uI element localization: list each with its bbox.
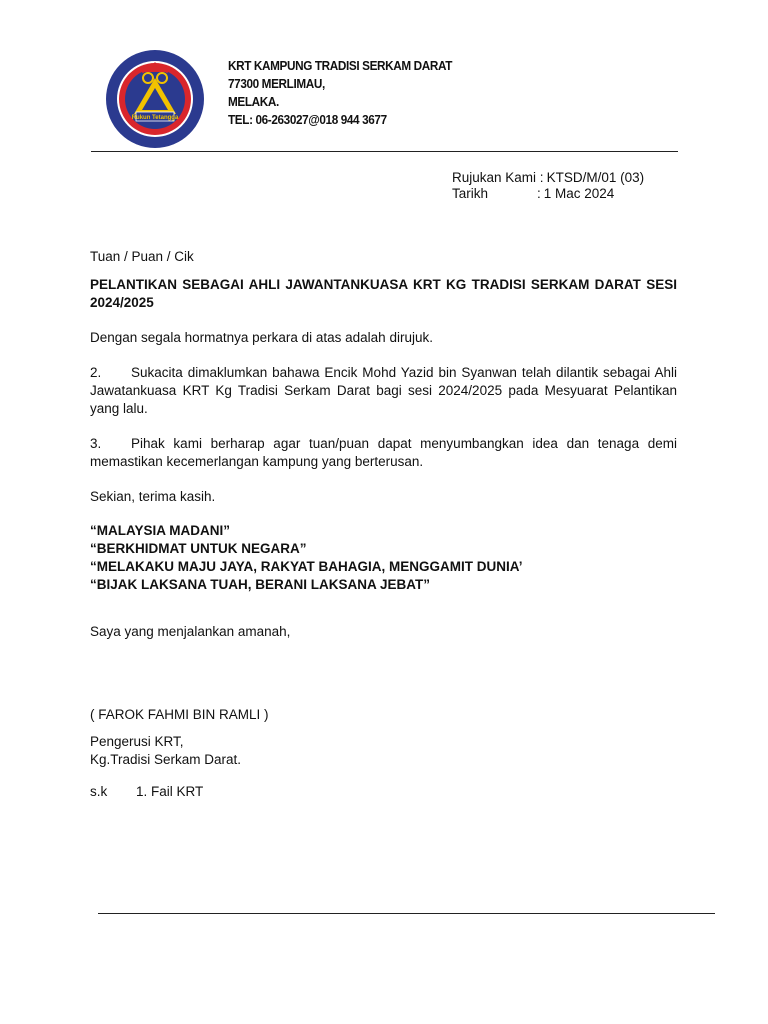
ref-value: KTSD/M/01 (03)	[546, 170, 645, 185]
paragraph-2	[90, 364, 677, 418]
paragraph-3	[90, 435, 677, 471]
motto-4: “BIJAK LAKSANA TUAH, BERANI LAKSANA JEBAT”	[90, 577, 431, 592]
salutation: Tuan / Puan / Cik	[90, 249, 194, 264]
motto-1: “MALAYSIA MADANI”	[90, 523, 231, 538]
ref-label: Rujukan Kami	[452, 170, 537, 185]
address-line-1: 77300 MERLIMAU,	[228, 77, 325, 91]
closing: Sekian, terima kasih.	[90, 489, 216, 504]
reference-block	[452, 170, 644, 202]
ref-separator: :	[536, 170, 544, 185]
paragraph-1: Dengan segala hormatnya perkara di atas adalah dirujuk.	[90, 330, 433, 345]
date-label: Tarikh	[452, 186, 489, 201]
letter-subject: PELANTIKAN SEBAGAI AHLI JAWANTANKUASA KRT KG TRADISI SERKAM DARAT SESI 2024/2025	[90, 277, 677, 310]
cc-item: 1. Fail KRT	[136, 784, 204, 799]
carbon-copy	[90, 783, 203, 801]
motto-2: “BERKHIDMAT UNTUK NEGARA”	[90, 541, 307, 556]
telephone: TEL: 06-263027@018 944 3677	[228, 113, 387, 127]
header-divider	[91, 151, 678, 152]
org-name: KRT KAMPUNG TRADISI SERKAM DARAT	[228, 59, 453, 73]
paragraph-2-text: Sukacita dimaklumkan bahawa Encik Mohd Yazid bin Syanwan telah dilantik sebagai Ahli Jawatankuasa KRT Kg Tradisi Serkam Darat bagi sesi 2024/2025 pada Mesyuarat Pelantikan yang lalu.	[90, 365, 677, 416]
organization-header	[228, 57, 452, 129]
motto-3: “MELAKAKU MAJU JAYA, RAKYAT BAHAGIA, MENGGAMIT DUNIA’	[90, 559, 523, 574]
date-separator: :	[537, 186, 541, 201]
signatory-position: Pengerusi KRT,	[90, 734, 184, 749]
cc-label: s.k	[90, 784, 108, 799]
signatory-organization: Kg.Tradisi Serkam Darat.	[90, 752, 242, 767]
rukun-tetangga-logo	[104, 48, 206, 150]
signatory-name: ( FAROK FAHMI BIN RAMLI )	[90, 707, 269, 722]
mottos	[90, 522, 523, 594]
address-line-2: MELAKA.	[228, 95, 279, 109]
paragraph-2-number: 2.	[90, 365, 102, 380]
paragraph-3-number: 3.	[90, 436, 102, 451]
footer-divider	[98, 913, 715, 914]
paragraph-3-text: Pihak kami berharap agar tuan/puan dapat menyumbangkan idea dan tenaga demi memastikan kecemerlangan kampung yang berterusan.	[90, 436, 677, 469]
date-value: 1 Mac 2024	[543, 186, 615, 201]
sign-off: Saya yang menjalankan amanah,	[90, 624, 291, 639]
svg-text:Rukun Tetangga: Rukun Tetangga	[131, 115, 179, 121]
